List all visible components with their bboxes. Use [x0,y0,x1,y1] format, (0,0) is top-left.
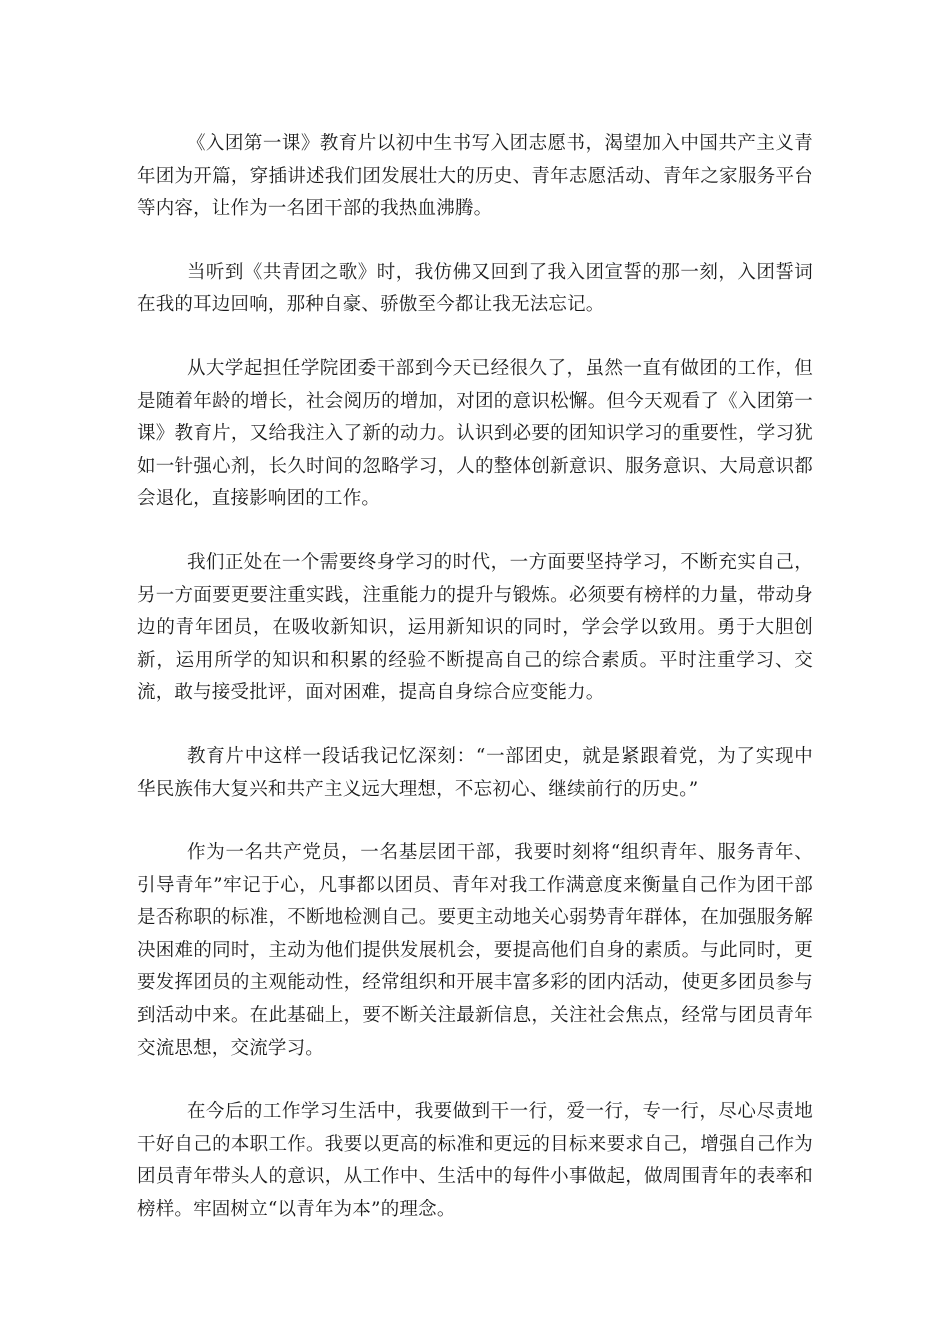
paragraph-6: 作为一名共产党员，一名基层团干部，我要时刻将“组织青年、服务青年、引导青年”牢记于心，凡事都以团员、青年对我工作满意度来衡量自己作为团干部是否称职的标准，不断地检测自己。要更主动地关心弱势青年群体，在加强服务解决困难的同时，主动为他们提供发展机会，要提高他们自身的素质。与此同时，更要发挥团员的主观能动性，经常组织和开展丰富多彩的团内活动，使更多团员参与到活动中来。在此基础上，要不断关注最新信息，关注社会焦点，经常与团员青年交流思想，交流学习。 [137,842,813,1059]
paragraph-3: 从大学起担任学院团委干部到今天已经很久了，虽然一直有做团的工作，但是随着年龄的增长，社会阅历的增加，对团的意识松懈。但今天观看了《入团第一课》教育片，又给我注入了新的动力。认识到必要的团知识学习的重要性，学习犹如一针强心剂，长久时间的忽略学习，人的整体创新意识、服务意识、大局意识都会退化，直接影响团的工作。 [137,357,813,510]
paragraph-7: 在今后的工作学习生活中，我要做到干一行，爱一行，专一行，尽心尽责地干好自己的本职工作。我要以更高的标准和更远的目标来要求自己，增强自己作为团员青年带头人的意识，从工作中、生活中的每件小事做起，做周围青年的表率和榜样。牢固树立“以青年为本”的理念。 [137,1101,813,1221]
paragraph-1: 《入团第一课》教育片以初中生书写入团志愿书，渴望加入中国共产主义青年团为开篇，穿插讲述我们团发展壮大的历史、青年志愿活动、青年之家服务平台等内容，让作为一名团干部的我热血沸腾。 [137,133,813,220]
document-body [137,128,813,1258]
paragraph-5: 教育片中这样一段话我记忆深刻：“一部团史，就是紧跟着党，为了实现中华民族伟大复兴和共产主义远大理想，不忘初心、继续前行的历史。” [137,745,813,800]
paragraph-4: 我们正处在一个需要终身学习的时代，一方面要坚持学习，不断充实自己，另一方面要更要注重实践，注重能力的提升与锻炼。必须要有榜样的力量，带动身边的青年团员，在吸收新知识，运用新知识的同时，学会学以致用。勇于大胆创新，运用所学的知识和积累的经验不断提高自己的综合素质。平时注重学习、交流，敢与接受批评，面对困难，提高自身综合应变能力。 [137,551,813,704]
paragraph-2: 当听到《共青团之歌》时，我仿佛又回到了我入团宣誓的那一刻，入团誓词在我的耳边回响，那种自豪、骄傲至今都让我无法忘记。 [137,261,813,316]
